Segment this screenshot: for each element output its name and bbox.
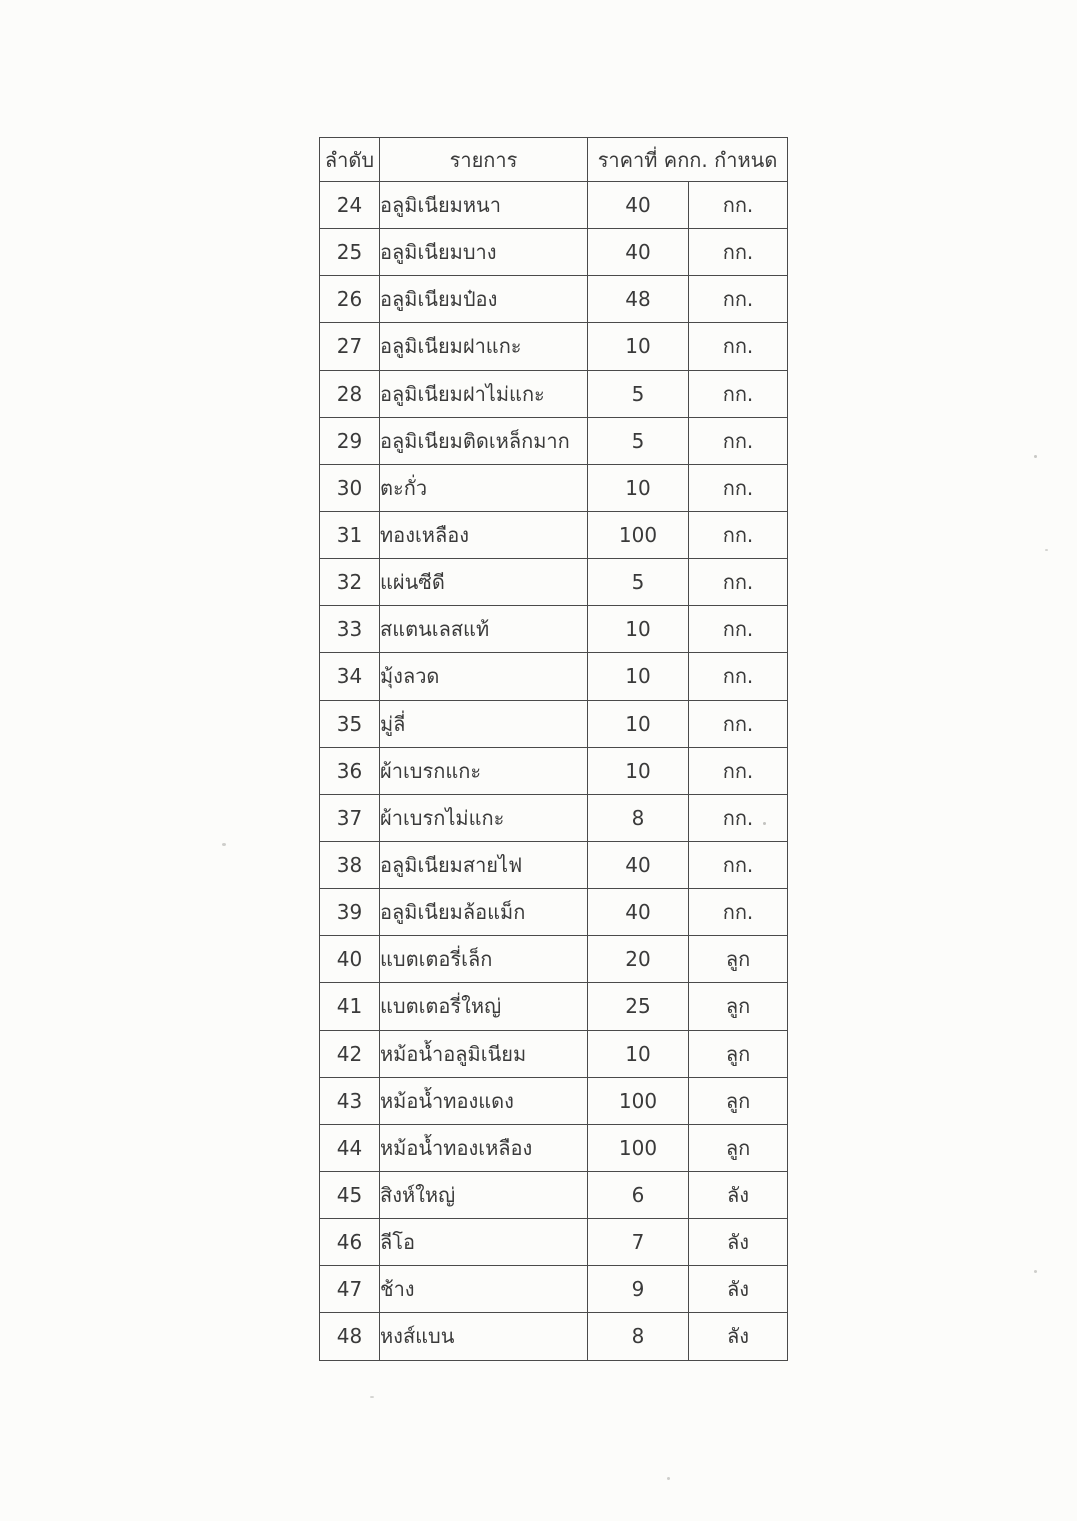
cell-item: แบตเตอรี่เล็ก [380,936,588,983]
cell-no: 24 [320,182,380,229]
cell-no: 25 [320,229,380,276]
table-row [320,841,788,888]
cell-item: ตะกั่ว [380,464,588,511]
cell-no: 28 [320,370,380,417]
cell-price: 20 [588,936,689,983]
cell-no: 47 [320,1266,380,1313]
cell-no: 36 [320,747,380,794]
cell-item: อลูมิเนียมป๋อง [380,276,588,323]
price-table [319,137,788,1361]
cell-unit: ลัง [689,1313,788,1360]
table-row [320,1030,788,1077]
cell-item: อลูมิเนียมหนา [380,182,588,229]
cell-price: 10 [588,700,689,747]
scan-speck [667,1477,670,1480]
cell-item: หม้อน้ำทองเหลือง [380,1124,588,1171]
scan-speck [370,1396,374,1398]
cell-unit: ลัง [689,1171,788,1218]
cell-no: 32 [320,559,380,606]
cell-no: 29 [320,417,380,464]
cell-no: 31 [320,511,380,558]
cell-unit: กก. [689,747,788,794]
cell-no: 26 [320,276,380,323]
cell-unit: ลูก [689,1124,788,1171]
cell-price: 10 [588,323,689,370]
cell-unit: ลูก [689,983,788,1030]
cell-no: 37 [320,794,380,841]
cell-unit: กก. [689,700,788,747]
cell-item: สแตนเลสแท้ [380,606,588,653]
table-row [320,794,788,841]
header-item: รายการ [380,138,588,182]
cell-item: อลูมิเนียมฝาแกะ [380,323,588,370]
cell-no: 48 [320,1313,380,1360]
cell-unit: กก. [689,841,788,888]
cell-no: 40 [320,936,380,983]
table-row [320,182,788,229]
cell-item: อลูมิเนียมสายไฟ [380,841,588,888]
cell-price: 10 [588,464,689,511]
header-price-group: ราคาที่ คกก. กำหนด [588,138,788,182]
cell-item: แบตเตอรี่ใหญ่ [380,983,588,1030]
cell-price: 5 [588,559,689,606]
cell-unit: กก. [689,559,788,606]
cell-unit: กก. [689,229,788,276]
cell-price: 25 [588,983,689,1030]
table-row [320,511,788,558]
cell-price: 6 [588,1171,689,1218]
table-body [320,182,788,1361]
cell-no: 30 [320,464,380,511]
cell-item: อลูมิเนียมบาง [380,229,588,276]
cell-item: สิงห์ใหญ่ [380,1171,588,1218]
table-row [320,370,788,417]
cell-no: 39 [320,889,380,936]
cell-price: 40 [588,229,689,276]
table-row [320,653,788,700]
table-row [320,1124,788,1171]
scan-speck [1045,549,1048,551]
cell-item: หงส์แบน [380,1313,588,1360]
table-row [320,229,788,276]
cell-item: ทองเหลือง [380,511,588,558]
cell-item: แผ่นซีดี [380,559,588,606]
table-row [320,1219,788,1266]
cell-item: มู่ลี่ [380,700,588,747]
cell-price: 10 [588,653,689,700]
cell-unit: กก. [689,323,788,370]
table-header [320,138,788,182]
table-row [320,747,788,794]
table-row [320,1266,788,1313]
cell-unit: กก. [689,464,788,511]
cell-unit: กก. [689,889,788,936]
table-row [320,464,788,511]
cell-no: 46 [320,1219,380,1266]
table-row [320,559,788,606]
cell-price: 5 [588,417,689,464]
table-row [320,700,788,747]
cell-price: 8 [588,1313,689,1360]
cell-price: 10 [588,606,689,653]
scan-speck [222,843,226,846]
table-row [320,1077,788,1124]
table-row [320,276,788,323]
cell-unit: ลัง [689,1219,788,1266]
cell-price: 7 [588,1219,689,1266]
cell-unit: ลัง [689,1266,788,1313]
header-index: ลำดับ [320,138,380,182]
cell-price: 40 [588,841,689,888]
cell-unit: กก. [689,276,788,323]
cell-no: 35 [320,700,380,747]
table-row [320,983,788,1030]
cell-unit: ลูก [689,936,788,983]
cell-unit: กก. [689,794,788,841]
table-row [320,889,788,936]
cell-unit: กก. [689,417,788,464]
table-row [320,936,788,983]
cell-item: ผ้าเบรกไม่แกะ [380,794,588,841]
table-row [320,417,788,464]
cell-price: 40 [588,889,689,936]
cell-item: ลีโอ [380,1219,588,1266]
cell-unit: ลูก [689,1077,788,1124]
cell-unit: กก. [689,370,788,417]
cell-price: 8 [588,794,689,841]
cell-price: 48 [588,276,689,323]
cell-unit: กก. [689,511,788,558]
cell-unit: ลูก [689,1030,788,1077]
table-row [320,606,788,653]
cell-no: 34 [320,653,380,700]
cell-no: 44 [320,1124,380,1171]
cell-item: ผ้าเบรกแกะ [380,747,588,794]
cell-no: 45 [320,1171,380,1218]
table-row [320,323,788,370]
cell-item: อลูมิเนียมล้อแม็ก [380,889,588,936]
cell-no: 41 [320,983,380,1030]
cell-price: 40 [588,182,689,229]
cell-no: 42 [320,1030,380,1077]
cell-item: หม้อน้ำทองแดง [380,1077,588,1124]
cell-no: 33 [320,606,380,653]
cell-item: หม้อน้ำอลูมิเนียม [380,1030,588,1077]
cell-unit: กก. [689,182,788,229]
cell-no: 27 [320,323,380,370]
cell-item: มุ้งลวด [380,653,588,700]
cell-price: 100 [588,1077,689,1124]
cell-unit: กก. [689,606,788,653]
scan-speck [1034,1270,1037,1273]
cell-unit: กก. [689,653,788,700]
table-row [320,1171,788,1218]
cell-item: อลูมิเนียมฝาไม่แกะ [380,370,588,417]
cell-price: 5 [588,370,689,417]
table-row [320,1313,788,1360]
cell-item: ช้าง [380,1266,588,1313]
cell-price: 100 [588,511,689,558]
cell-price: 10 [588,747,689,794]
header-row [320,138,788,182]
cell-price: 9 [588,1266,689,1313]
cell-no: 43 [320,1077,380,1124]
cell-price: 100 [588,1124,689,1171]
cell-item: อลูมิเนียมติดเหล็กมาก [380,417,588,464]
cell-price: 10 [588,1030,689,1077]
scan-speck [1034,455,1037,458]
cell-no: 38 [320,841,380,888]
